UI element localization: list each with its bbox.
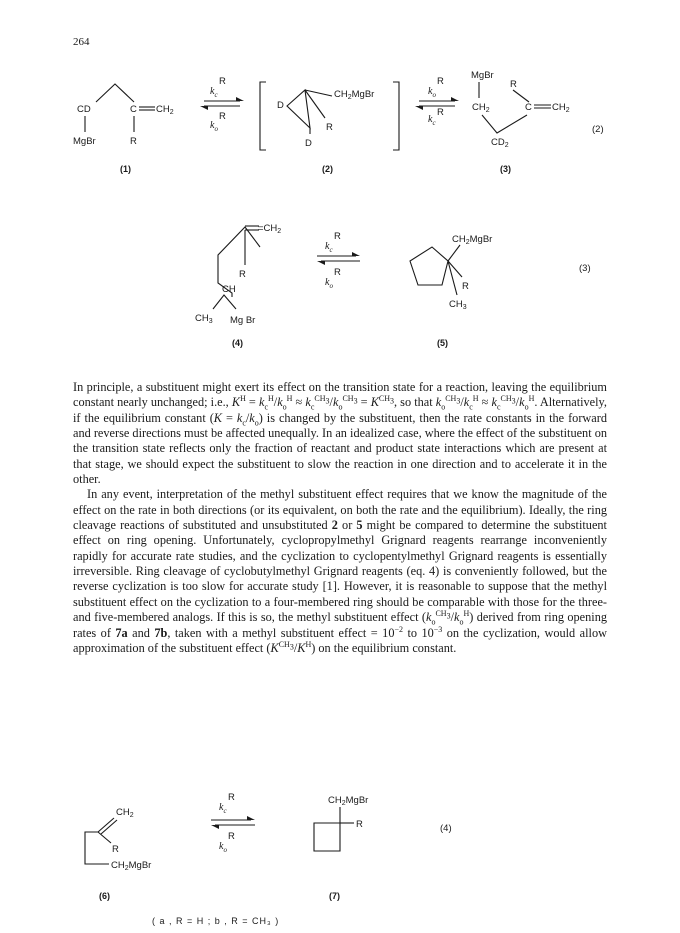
ko-label-bot: $k_o$ [210,120,218,133]
c2-cyclopropane-ring [287,90,310,128]
reverse-arrow-2-head [415,106,423,110]
ko-sup-bot: R [219,111,226,122]
c4-ch-branch-bonds [213,295,236,309]
c3-r: R [510,79,517,90]
kc-label-top: $k_c$ [210,86,218,99]
c3-ch2: $CH_2$ [472,102,490,114]
c3-cd2-bonds [482,115,527,133]
scheme-eq2 [0,60,680,180]
c6-ch2mgbr: $CH_2MgBr$ [111,860,152,872]
c3-r-bond [513,90,529,102]
eq3-ko-sup: R [334,267,341,278]
ko-sup-top: R [437,76,444,87]
eq3-reverse-arrow-head [317,261,325,265]
c3-mgbr: MgBr [471,70,494,81]
eq3-kc-sup: R [334,231,341,242]
c4-ch3: $CH_3$ [195,313,213,325]
kc-sup-bot: R [437,107,444,118]
c4-mgbr: Mg Br [230,315,256,326]
c5-r: R [462,281,469,292]
scheme-eq3 [0,205,680,355]
eq4-kc-sup: R [228,792,235,803]
compound-label-5: (5) [437,338,448,348]
kc-label-bot: $k_c$ [428,114,436,127]
c5-ch2mgbr: $CH_2MgBr$ [452,234,493,246]
compound-label-3: (3) [500,164,511,174]
c2-ch2mgbr: $CH_2MgBr$ [334,89,375,101]
c7-ch2mgbr: $CH_2MgBr$ [328,795,369,807]
eq4-forward-arrow-head [247,816,255,820]
bracket-right [393,82,399,150]
equation-number-4: (4) [440,823,452,834]
compound-label-6: (6) [99,891,110,901]
c4-ch: CH [222,284,236,295]
c6-ring-chain-bonds [85,832,109,864]
c6-ch2: $CH_2$ [116,807,134,819]
page-number: 264 [73,36,90,48]
compound-label-7: (7) [329,891,340,901]
paragraph-1: In principle, a substituent might exert its effect on the transition state for a reaction, leaving the equilibrium constant nearly unchanged; i.e., $K^H = k_c^H/k_o^H \approx k_c^{CH_3}/k_o^{CH_3} = K^{CH_3}$, so that $k_o^{CH_3}/k_c^H \approx k_c^{CH_3}/k_o^H$. Alternatively, if the equilibrium constant $(K = k_c/k_o)$ is changed by the substituent, then the rate constants in the forward and reverse directions must be affected unequally. In an idealized case, where the effect of the substituent on the transition state reflects only the fraction of reactant and product state interactions which are present at that stage, we should expect the substituent to slow the reaction in one direction and to accelerate it in the other. [73,380,607,487]
eq4-reverse-arrow-head [211,825,219,829]
c1-carbon: C [130,104,137,115]
scheme-eq4 [0,780,680,920]
c5-cyclopentane-ring [410,247,448,285]
c3-carbon: C [525,102,532,113]
eq4-ko-sup: R [228,831,235,842]
c1-cd: CD [77,104,91,115]
c6-r-bond [98,832,111,843]
c6-r: R [112,844,119,855]
c1-mgbr: MgBr [73,136,96,147]
body-text [73,380,607,656]
c2-r: R [326,122,333,133]
substituent-key: ( a , R = H ; b , R = CH₃ ) [152,916,280,926]
kc-sup-top: R [219,76,226,87]
eq3-ko-label: $k_o$ [325,277,333,290]
equation-number-3: (3) [579,263,591,274]
c7-cyclobutane-ring [314,823,340,851]
eq4-ko-label: $k_o$ [219,841,227,854]
eq3-forward-arrow-head [352,252,360,256]
eq3-kc-label: $k_c$ [325,241,333,254]
c5-ch2mgbr-bond [448,245,460,261]
forward-arrow-1-head [236,97,244,101]
compound-label-4: (4) [232,338,243,348]
eq4-kc-label: $k_c$ [219,802,227,815]
c1-chain-bonds [96,84,134,102]
c2-d-bottom: D [305,138,312,149]
paragraph-2: In any event, interpretation of the methyl substituent effect requires that we know the magnitude of the effect on the rate in both directions (or its equivalent, on both the rate and the equilibrium). Ideally, the ring cleavage reactions of substituted and unsubstituted 2 or 5 might be compared to determine the substituent effect on ring opening. Unfortunately, cyclopropylmethyl Grignard reagents rearrange inconveniently rapidly for accurate rate studies, and the cyclization to cyclopentylmethyl Grignard reagents is essentially irreversible. Ring cleavage of cyclobutylmethyl Grignard reagents (eq. 4) is conveniently followed, but the reverse cyclization is too slow for accurate study [1]. However, it is reasonable to suppose that the methyl substituent effect on the cyclization to a four-membered ring should be comparable with those for the three- and five-membered analogs. If this is so, the methyl substituent effect $(k_o^{CH_3}/k_o^H)$ derived from ring opening rates of 7a and 7b, taken with a methyl substituent effect = $10^{-2}$ to $10^{-3}$ on the cyclization, would allow approximation of the substituent effect $(K^{CH_3}/K^H)$ on the equilibrium constant. [73,487,607,655]
bracket-left [260,82,266,150]
compound-label-1: (1) [120,164,131,174]
equation-number-2: (2) [592,124,604,135]
c1-ch2: $CH_2$ [156,104,174,116]
c1-r: R [130,136,137,147]
reverse-arrow-1-head [200,106,208,110]
c2-d-left: D [277,100,284,111]
compound-label-2: (2) [322,164,333,174]
c4-ch2: $=CH_2$ [258,223,282,235]
c4-r: R [239,269,246,280]
c3-cd2: $CD_2$ [491,137,509,149]
c3-ch2-terminal: $CH_2$ [552,102,570,114]
c5-ch3: $CH_3$ [449,299,467,311]
c7-r: R [356,819,363,830]
ko-label-top: $k_o$ [428,86,436,99]
forward-arrow-2-head [451,97,459,101]
